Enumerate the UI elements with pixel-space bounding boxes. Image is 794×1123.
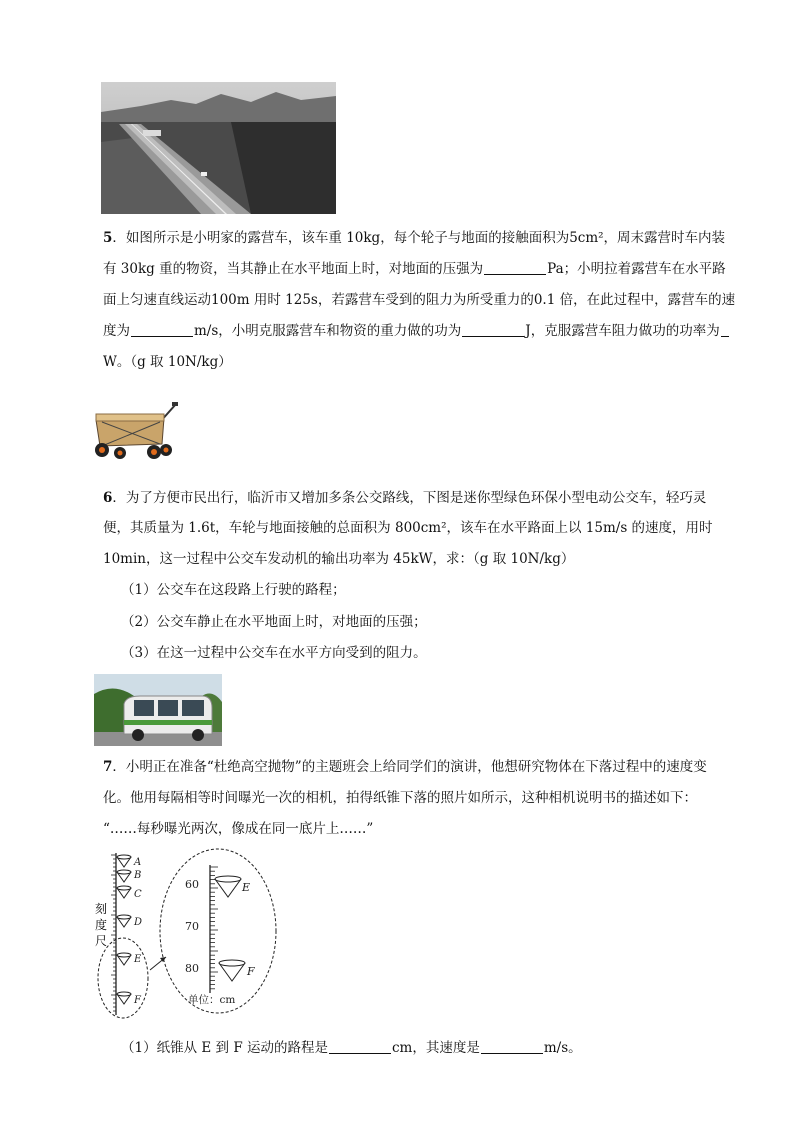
q6-sub-3: （3）在这一过程中公交车在水平方向受到的阻力。	[121, 645, 427, 661]
q5-text: 度为	[103, 323, 130, 339]
cone-label-c: C	[134, 889, 142, 900]
cone-label-d: D	[134, 917, 143, 928]
q7-speed-blank[interactable]	[481, 1039, 543, 1054]
scale-60: 60	[185, 878, 199, 891]
q5-text: J，克服露营车阻力做功的功率为	[525, 323, 720, 339]
q7-text: 化。他用每隔相等时间曝光一次的相机，拍得纸锥下落的照片如所示，这种相机说明书的描述如下：	[103, 790, 697, 806]
unit-label: 单位：cm	[188, 994, 236, 1006]
q5-line-1	[103, 228, 725, 248]
electric-bus-photo	[94, 674, 222, 746]
q5-speed-blank[interactable]	[131, 322, 193, 337]
q5-text: 有 30kg 重的物资，当其静止在水平地面上时，对地面的压强为	[103, 261, 484, 277]
q5-number: 5	[103, 230, 113, 246]
highway-photo	[101, 82, 336, 214]
q5-work-blank[interactable]	[462, 322, 524, 337]
q7-text: （1）纸锥从 E 到 F 运动的路程是	[121, 1040, 328, 1056]
q6-number: 6	[103, 490, 113, 506]
q6-line-3	[103, 549, 574, 569]
q5-pressure-blank[interactable]	[484, 260, 546, 275]
q6-text: 10min，这一过程中公交车发动机的输出功率为 45kW，求：（g 取 10N/kg）	[103, 551, 575, 567]
q6-sub-2: （2）公交车静止在水平地面上时，对地面的压强；	[121, 614, 427, 630]
q6-sub-1: （1）公交车在这段路上行驶的路程；	[121, 582, 346, 598]
q5-text: Pa；小明拉着露营车在水平路	[547, 261, 726, 277]
q5-line-5	[103, 352, 232, 372]
ruler-label-2: 度	[95, 918, 108, 932]
cone-label-f: F	[134, 995, 141, 1006]
zoom-cone-label-f: F	[247, 965, 255, 978]
q7-line-2	[103, 788, 697, 808]
q5-text: 面上匀速直线运动100m 用时 125s，若露营车受到的阻力为所受重力的0.1 倍，在此过程中，露营车的速	[103, 292, 736, 308]
q7-distance-blank[interactable]	[329, 1039, 391, 1054]
q6-text: ．为了方便市民出行，临沂市又增加多条公交路线，下图是迷你型绿色环保小型电动公交车，轻巧灵	[112, 490, 707, 506]
cone-label-e: E	[134, 954, 142, 965]
q5-text: W。（g 取 10N/kg）	[103, 354, 232, 370]
q7-sub-1	[121, 1038, 582, 1058]
q6-line-2	[103, 518, 713, 538]
falling-cone-figure	[92, 845, 282, 1030]
scale-80: 80	[185, 962, 199, 975]
scale-70: 70	[185, 920, 199, 933]
q6-text: 便，其质量为 1.6t，车轮与地面接触的总面积为 800cm²，该车在水平路面上以 15m/s 的速度，用时	[103, 520, 713, 536]
q6-line-1	[103, 488, 706, 508]
camping-cart-image	[90, 400, 182, 466]
q5-line-2	[103, 259, 726, 279]
q7-number: 7	[103, 759, 113, 775]
q5-power-blank[interactable]	[721, 322, 729, 337]
q7-line-3	[103, 819, 373, 839]
q7-text: “……每秒曝光两次，像成在同一底片上……”	[103, 821, 374, 837]
q7-line-1	[103, 757, 707, 777]
q5-text: ．如图所示是小明家的露营车，该车重 10kg，每个轮子与地面的接触面积为5cm²，周末露营时车内装	[112, 230, 726, 246]
cone-label-a: A	[134, 857, 142, 868]
q5-text: m/s，小明克服露营车和物资的重力做的功为	[194, 323, 462, 339]
q7-text: ．小明正在准备“杜绝高空抛物”的主题班会上给同学们的演讲，他想研究物体在下落过程中的速度变	[112, 759, 707, 775]
q7-text: m/s。	[543, 1040, 582, 1056]
ruler-label-1: 刻	[95, 902, 108, 916]
cone-label-b: B	[134, 870, 142, 881]
q5-line-4	[103, 321, 730, 341]
zoom-cone-label-e: E	[242, 881, 251, 894]
q7-text: cm，其速度是	[391, 1040, 480, 1056]
q5-line-3	[103, 290, 735, 310]
ruler-label-3: 尺	[95, 934, 108, 948]
